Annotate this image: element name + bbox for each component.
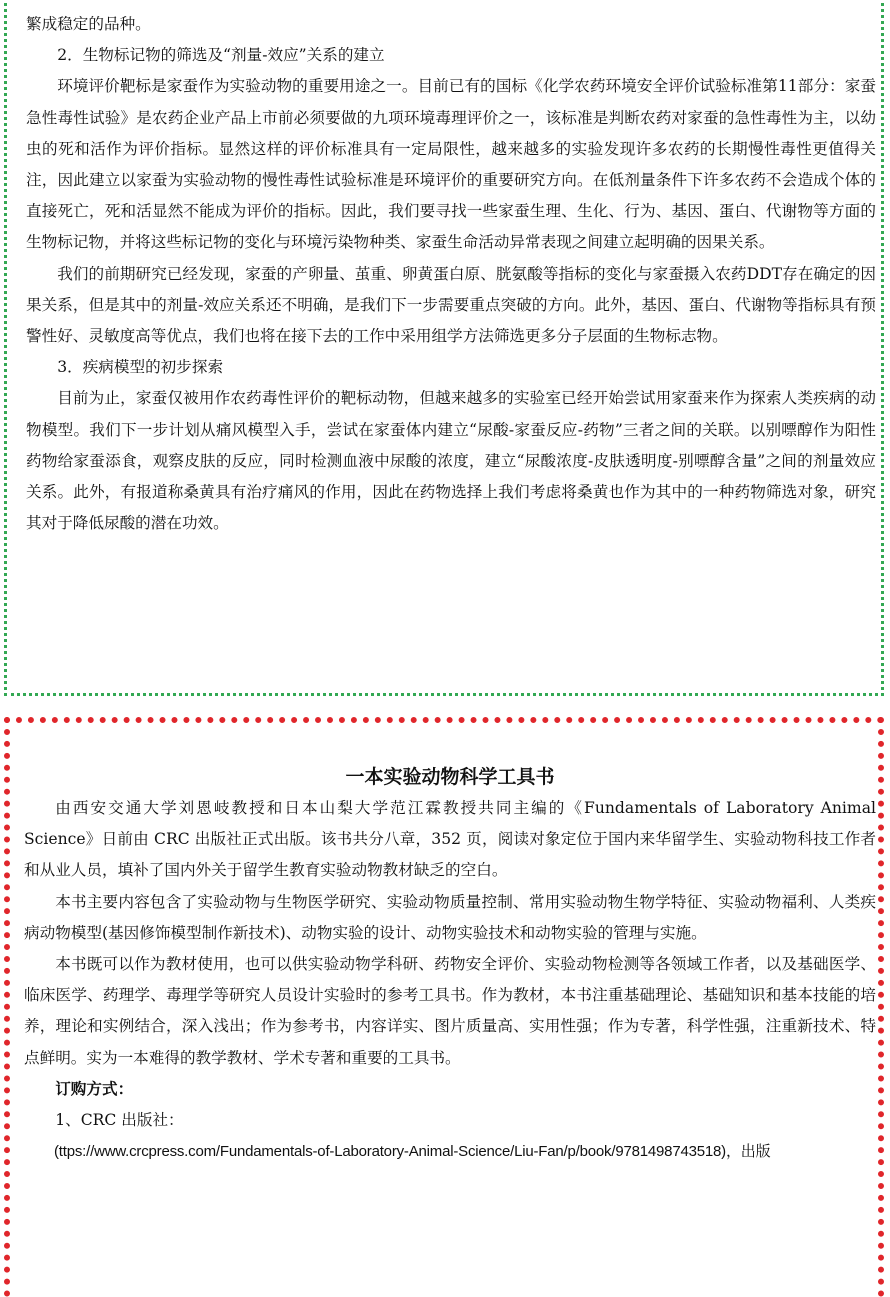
paragraph-tail: 繁成稳定的品种。 <box>26 15 151 33</box>
book-announcement-body <box>24 763 876 1167</box>
paragraph-book-usage: 本书既可以作为教材使用，也可以供实验动物学科研、药物安全评价、实验动物检测等各领域工作者，以及基础医学、临床医学、药理学、毒理学等研究人员设计实验时的参考工具书。作为教材，本书注重基础理论、基础知识和基本技能的培养，理论和实例结合，深入浅出；作为参考书，内容详实、图片质量高、实用性强；作为专著，科学性强，注重新技术、特点鲜明。实为一本难得的教学教材、学术专著和重要的工具书。 <box>24 955 876 1067</box>
paragraph-environment: 环境评价靶标是家蚕作为实验动物的重要用途之一。目前已有的国标《化学农药环境安全评价试验标准第11部分：家蚕急性毒性试验》是农药企业产品上市前必须要做的九项环境毒理评价之一，该标准是判断农药对家蚕的急性毒性为主，以幼虫的死和活作为评价指标。显然这样的评价标准具有一定局限性，越来越多的实验发现许多农药的长期慢性毒性更值得关注，因此建立以家蚕为实验动物的慢性毒性试验标准是环境评价的重要研究方向。在低剂量条件下许多农药不会造成个体的直接死亡，死和活显然不能成为评价的指标。因此，我们要寻找一些家蚕生理、生化、行为、基因、蛋白、代谢物等方面的生物标记物，并将这些标记物的变化与环境污染物种类、家蚕生命活动异常表现之间建立起明确的因果关系。 <box>26 77 876 252</box>
order-item-crc: 1、CRC 出版社： <box>55 1111 184 1130</box>
order-heading: 订购方式： <box>55 1079 134 1098</box>
book-title: 一本实验动物科学工具书 <box>345 766 555 788</box>
book-announcement-frame <box>4 717 884 1297</box>
section-heading-3: 3．疾病模型的初步探索 <box>57 358 224 377</box>
paragraph-book-intro: 由西安交通大学刘恩岐教授和日本山梨大学范江霖教授共同主编的《Fundamentals of Laboratory Animal Science》日前由 CRC 出版社正式出版。该书共分八章，352 页，阅读对象定位于国内来华留学生、实验动物科技工作者和从业人员，填补了国内外关于留学生教育实验动物教材缺乏的空白。 <box>24 799 876 880</box>
paragraph-previous-research: 我们的前期研究已经发现，家蚕的产卵量、茧重、卵黄蛋白原、胱氨酸等指标的变化与家蚕摄入农药DDT存在确定的因果关系，但是其中的剂量-效应关系还不明确，是我们下一步需要重点突破的方向。此外，基因、蛋白、代谢物等指标具有预警性好、灵敏度高等优点，我们也将在接下去的工作中采用组学方法筛选更多分子层面的生物标志物。 <box>26 264 876 346</box>
paragraph-disease-model: 目前为止，家蚕仅被用作农药毒性评价的靶标动物，但越来越多的实验室已经开始尝试用家蚕来作为探索人类疾病的动物模型。我们下一步计划从痛风模型入手，尝试在家蚕体内建立“尿酸-家蚕反应-药物”三者之间的关联。以别嘌醇作为阳性药物给家蚕添食，观察皮肤的反应，同时检测血液中尿酸的浓度，建立“尿酸浓度-皮肤透明度-别嘌醇含量”之间的剂量效应关系。此外，有报道称桑黄具有治疗痛风的作用，因此在药物选择上我们考虑将桑黄也作为其中的一种药物筛选对象，研究其对于降低尿酸的潜在功效。 <box>26 389 876 533</box>
paragraph-book-content: 本书主要内容包含了实验动物与生物医学研究、实验动物质量控制、常用实验动物生物学特征、实验动物福利、人类疾病动物模型(基因修饰模型制作新技术)、动物实验的设计、动物实验技术和动物实验的管理与实施。 <box>24 892 876 942</box>
order-url[interactable]: (ttps://www.crcpress.com/Fundamentals-of-Laboratory-Animal-Science/Liu-Fan/p/book/9781498743518)，出版 <box>54 1143 771 1161</box>
top-section-body <box>26 9 876 539</box>
section-heading-2: 2．生物标记物的筛选及“剂量-效应”关系的建立 <box>57 46 385 65</box>
top-section-frame <box>4 0 884 696</box>
